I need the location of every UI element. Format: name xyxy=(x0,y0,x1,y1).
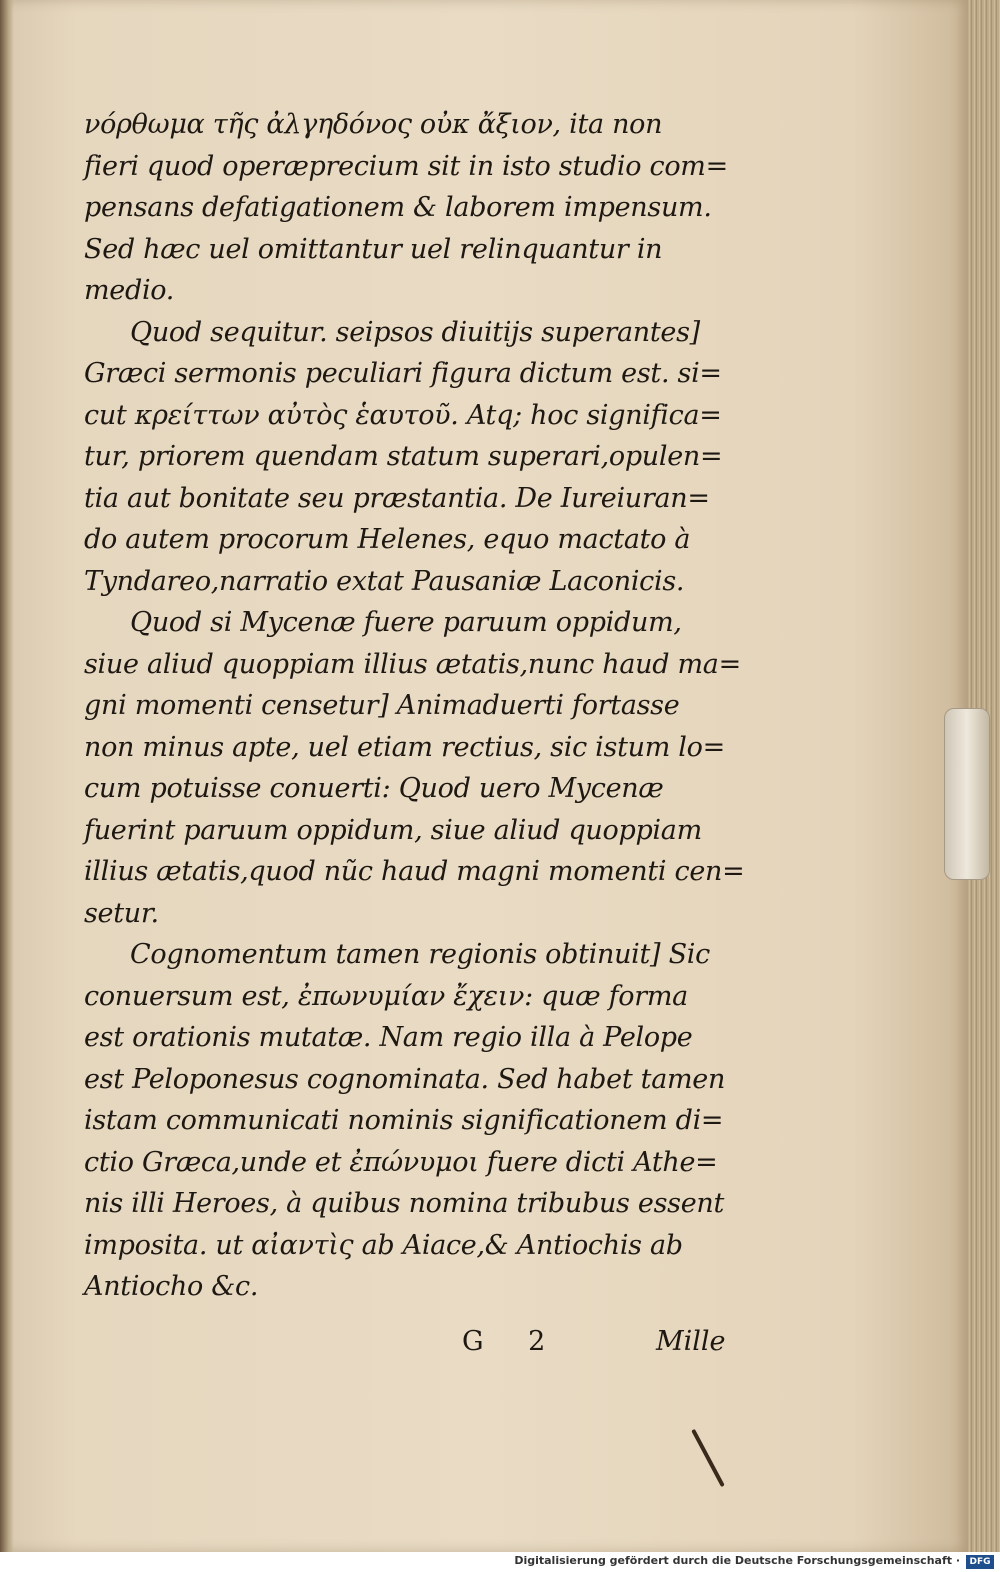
text-line: Cognomentum tamen regionis obtinuit] Sic xyxy=(130,939,710,970)
text-line: tia aut bonitate seu præstantia. De Iureiuran= xyxy=(84,482,710,514)
signature-mark: G 2 xyxy=(462,1326,564,1357)
digitization-credit: Digitalisierung gefördert durch die Deutsche Forschungsgemeinschaft · xyxy=(514,1554,960,1567)
text-line: imposita. ut αἰαντὶς ab Aiace,& Antiochis ab xyxy=(84,1229,683,1261)
text-line: Antiocho &c. xyxy=(84,1271,259,1302)
ink-mark xyxy=(691,1429,725,1487)
body-text xyxy=(84,104,745,1308)
book-clip xyxy=(944,708,990,880)
credit-bar xyxy=(0,1552,1000,1572)
binding-edge xyxy=(0,0,14,1552)
text-line: est Peloponesus cognominata. Sed habet tamen xyxy=(84,1063,726,1095)
text-line: pensans defatigationem & laborem impensum. xyxy=(84,192,712,223)
text-line: medio. xyxy=(84,275,175,306)
text-line: tur, priorem quendam statum superari,opulen= xyxy=(84,441,723,472)
text-line: fuerint paruum oppidum, siue aliud quoppiam xyxy=(84,814,702,846)
text-line: cum potuisse conuerti: Quod uero Mycenæ xyxy=(84,773,664,804)
text-line: est orationis mutatæ. Nam regio illa à Pelope xyxy=(84,1022,693,1053)
text-line: setur. xyxy=(84,897,159,929)
text-line: Tyndareo,narratio extat Pausaniæ Laconicis. xyxy=(84,565,685,597)
dfg-logo: DFG xyxy=(966,1555,994,1569)
text-line: non minus apte, uel etiam rectius, sic istum lo= xyxy=(84,731,725,763)
text-line: nis illi Heroes, à quibus nomina tribubus essent xyxy=(84,1188,725,1219)
text-line: gni momenti censetur] Animaduerti fortasse xyxy=(84,690,680,721)
text-line: ctio Græca,unde et ἐπώνυμοι fuere dicti Athe= xyxy=(84,1146,718,1178)
text-line: Sed hæc uel omittantur uel relinquantur in xyxy=(84,233,663,265)
text-line: Quod sequitur. seipsos diuitijs superantes] xyxy=(130,316,700,348)
text-line: do autem procorum Helenes, equo mactato à xyxy=(84,524,691,555)
text-line: conuersum est, ἐπωνυμίαν ἔχειν: quæ forma xyxy=(84,980,688,1012)
text-line: fieri quod operæprecium sit in isto studio com= xyxy=(84,150,728,182)
text-line: Græci sermonis peculiari figura dictum est. si= xyxy=(84,358,722,389)
text-line: istam communicati nominis significationem di= xyxy=(84,1105,724,1136)
text-line: illius ætatis,quod nũc haud magni momenti cen= xyxy=(84,856,745,887)
text-line: νόρθωμα τῆς ἀλγηδόνος οὐκ ἄξιον, ita non xyxy=(84,109,663,140)
text-line: Quod si Mycenæ fuere paruum oppidum, xyxy=(130,607,682,638)
text-line: cut κρείττων αὐτὸς ἑαυτοῦ. Atq; hoc significa= xyxy=(84,399,722,431)
text-line: siue aliud quoppiam illius ætatis,nunc haud ma= xyxy=(84,648,741,680)
catchword: Mille xyxy=(656,1326,726,1357)
